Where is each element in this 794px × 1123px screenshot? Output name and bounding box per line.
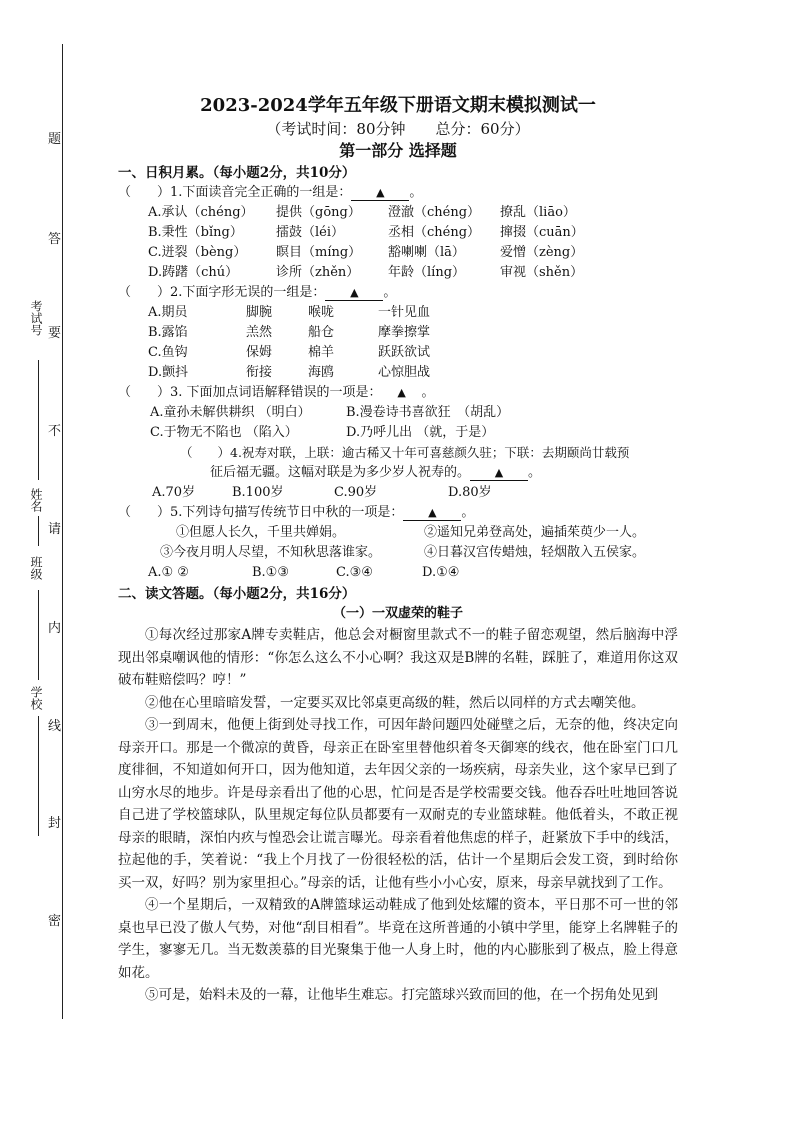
option: 跃跃欲试 — [378, 345, 431, 360]
option: B.露馅 — [148, 325, 188, 340]
question-3-options — [118, 423, 678, 443]
option: 保姆 — [246, 345, 273, 360]
question-1-stem: （ ）1.下面读音完全正确的一组是： ▲ 。 — [118, 185, 423, 200]
option: A.70岁 — [152, 485, 196, 500]
name-blank[interactable] — [38, 516, 39, 546]
option: C.90岁 — [334, 485, 378, 500]
question-4-stem: （ ）4.祝寿对联，上联：逾古稀又十年可喜慈颜久驻；下联：去期颐尚廿载预 — [180, 445, 630, 460]
passage-paragraph: ⑤可是，始料未及的一幕，让他毕生难忘。打完篮球兴致而回的他，在一个拐角处见到 — [145, 987, 658, 1003]
question-5-lines — [118, 523, 678, 543]
answer-blank[interactable]: ▲ — [325, 286, 383, 301]
section-1-heading: 一、日积月累。（每小题2分，共10分） — [118, 165, 356, 181]
option: D.80岁 — [448, 485, 492, 500]
option: D.颤抖 — [148, 365, 189, 380]
option: A.童孙未解供耕织 （明白） — [150, 405, 311, 420]
option: D.踌躇（chú） — [148, 265, 239, 280]
option: 审视（shěn） — [500, 265, 584, 280]
passage-paragraph: ④一个星期后，一双精致的A牌篮球运动鞋成了他到处炫耀的资本，平日那不可一世的邻桌也早已没了傲人气势，对他“刮目相看”。毕竟在这所普通的小镇中学里，能穿上名牌鞋子的学生，寥寥无几。当无数羡慕的目光聚集于他一人身上时，他的内心膨胀到了极点，脸上得意如花。 — [118, 897, 678, 981]
option: 心惊胆战 — [378, 365, 431, 380]
option: 喉咙 — [308, 305, 335, 320]
answer-blank[interactable]: ▲ — [403, 506, 461, 521]
question-1-options — [118, 203, 678, 223]
option: 撺掇（cuān） — [500, 225, 584, 240]
option: C.鱼钩 — [148, 345, 188, 360]
answer-blank[interactable]: ▲ — [470, 466, 528, 481]
question-4-stem-cont: 征后福无疆。这幅对联是为多少岁人祝寿的。 ▲ 。 — [210, 465, 542, 480]
seal-char: 封 — [48, 816, 62, 831]
option: B.100岁 — [232, 485, 284, 500]
option: B.秉性（bǐng） — [148, 225, 243, 240]
option: 撩乱（liāo） — [500, 205, 576, 220]
answer-blank[interactable]: ▲ — [397, 386, 406, 399]
seal-char: 要 — [48, 326, 62, 341]
option: A.期员 — [148, 305, 188, 320]
question-2-options — [118, 323, 678, 343]
question-1-options — [118, 223, 678, 243]
exam-subtitle: （考试时间：80分钟 总分：60分） — [266, 120, 530, 138]
option: 羔然 — [246, 325, 273, 340]
passage-paragraph: ③一到周末，他便上街到处寻找工作，可因年龄问题四处碰壁之后，无奈的他，终决定向母亲开口。那是一个微凉的黄昏，母亲正在卧室里替他织着冬天御寒的线衣，他在卧室门口几度徘徊，不知道如何开口，因为他知道，去年因父亲的一场疾病，母亲失业，这个家早已到了山穷水尽的地步。许是母亲看出了他的心思，忙问是否是学校需要交钱。他吞吞吐吐地回答说自己进了学校篮球队，队里规定每位队员都要有一双耐克的专业篮球鞋。他低着头，不敢正视母亲的眼睛，深怕内疚与惶恐会让谎言曝光。母亲看着他焦虑的样子，赶紧放下手中的线活，拉起他的手，笑着说：“我上个月找了一份很轻松的活，估计一个星期后会发工资，到时给你买一双，好吗？别为家里担心。”母亲的话，让他有些小小心安，原来，母亲早就找到了工作。 — [118, 717, 678, 891]
seal-char: 内 — [48, 621, 62, 636]
poem-line: ①但愿人长久，千里共婵娟。 — [176, 525, 346, 540]
option: 瞑目（míng） — [276, 245, 362, 260]
option: B.漫卷诗书喜欲狂 （胡乱） — [346, 405, 510, 420]
option: 一针见血 — [378, 305, 431, 320]
seal-char: 密 — [48, 914, 62, 929]
part-heading: 第一部分 选择题 — [339, 141, 457, 160]
school-blank[interactable] — [38, 716, 39, 836]
option: 衔接 — [246, 365, 273, 380]
option: B.①③ — [252, 565, 289, 580]
question-2-options — [118, 303, 678, 323]
option: C.于物无不陷也 （陷入） — [150, 425, 298, 440]
class-label: 班级 — [29, 556, 43, 580]
exam-paper — [118, 94, 678, 1007]
name-label: 姓名 — [29, 488, 43, 512]
option: 豁喇喇（lā） — [388, 245, 465, 260]
seal-char: 题 — [48, 132, 62, 147]
option: 诊所（zhěn） — [276, 265, 360, 280]
question-2-stem: （ ）2.下面字形无误的一组是： ▲ 。 — [118, 285, 397, 300]
question-5-lines — [118, 543, 678, 563]
option: A.① ② — [148, 565, 189, 580]
seal-char: 线 — [48, 719, 62, 734]
option: 提供（gōng） — [276, 205, 361, 220]
question-2-options — [118, 363, 678, 383]
option: 脚腕 — [246, 305, 273, 320]
question-3-options — [118, 403, 678, 423]
binding-line — [62, 44, 63, 1019]
question-5-stem: （ ）5.下列诗句描写传统节日中秋的一项是： ▲ 。 — [118, 505, 475, 520]
seal-char: 答 — [48, 232, 62, 247]
option: C.③④ — [336, 565, 373, 580]
option: 船仓 — [308, 325, 335, 340]
option: 擂鼓（léi） — [276, 225, 345, 240]
seal-char: 请 — [48, 522, 62, 537]
exam-number-label: 考试号 — [29, 300, 43, 336]
option: D.乃呼儿出 （就，于是） — [346, 425, 495, 440]
option: D.①④ — [422, 565, 460, 580]
section-2-heading: 二、读文答题。（每小题2分，共16分） — [118, 586, 356, 602]
question-4-options — [118, 483, 678, 503]
option: 澄澈（chéng） — [388, 205, 481, 220]
seal-char: 不 — [48, 424, 62, 439]
option: 摩拳擦掌 — [378, 325, 431, 340]
option: 丞相（chéng） — [388, 225, 481, 240]
option: 棉羊 — [308, 345, 335, 360]
poem-line: ④日暮汉宫传蜡烛，轻烟散入五侯家。 — [424, 545, 646, 560]
question-2-options — [118, 343, 678, 363]
class-blank[interactable] — [38, 590, 39, 680]
school-label: 学校 — [29, 686, 43, 710]
poem-line: ②遥知兄弟登高处，遍插茱萸少一人。 — [424, 525, 646, 540]
poem-line: ③今夜月明人尽望，不知秋思落谁家。 — [160, 545, 382, 560]
question-1-options — [118, 263, 678, 283]
option: 爱憎（zèng） — [500, 245, 584, 260]
question-1-options — [118, 243, 678, 263]
answer-blank[interactable]: ▲ — [351, 186, 409, 201]
passage-title: （一）一双虚荣的鞋子 — [332, 606, 463, 621]
exam-number-blank[interactable] — [38, 360, 39, 480]
option: A.承认（chéng） — [148, 205, 254, 220]
question-3-stem: （ ）3. 下面加点词语解释错误的一项是： ▲ 。 — [118, 385, 435, 400]
option: 海鸥 — [308, 365, 335, 380]
passage-paragraph: ①每次经过那家A牌专卖鞋店，他总会对橱窗里款式不一的鞋子留恋观望，然后脑海中浮现出邻桌嘲讽他的情形：“你怎么这么不小心啊？我这双是B牌的名鞋，踩脏了，难道用你这双破布鞋赔偿吗？哼！” — [118, 627, 678, 688]
question-5-options — [118, 563, 678, 583]
exam-title: 2023-2024学年五年级下册语文期末模拟测试一 — [200, 95, 596, 116]
passage-paragraph: ②他在心里暗暗发誓，一定要买双比邻桌更高级的鞋，然后以同样的方式去嘲笑他。 — [145, 694, 645, 711]
option: C.迸裂（bèng） — [148, 245, 247, 260]
option: 年龄（líng） — [388, 265, 466, 280]
